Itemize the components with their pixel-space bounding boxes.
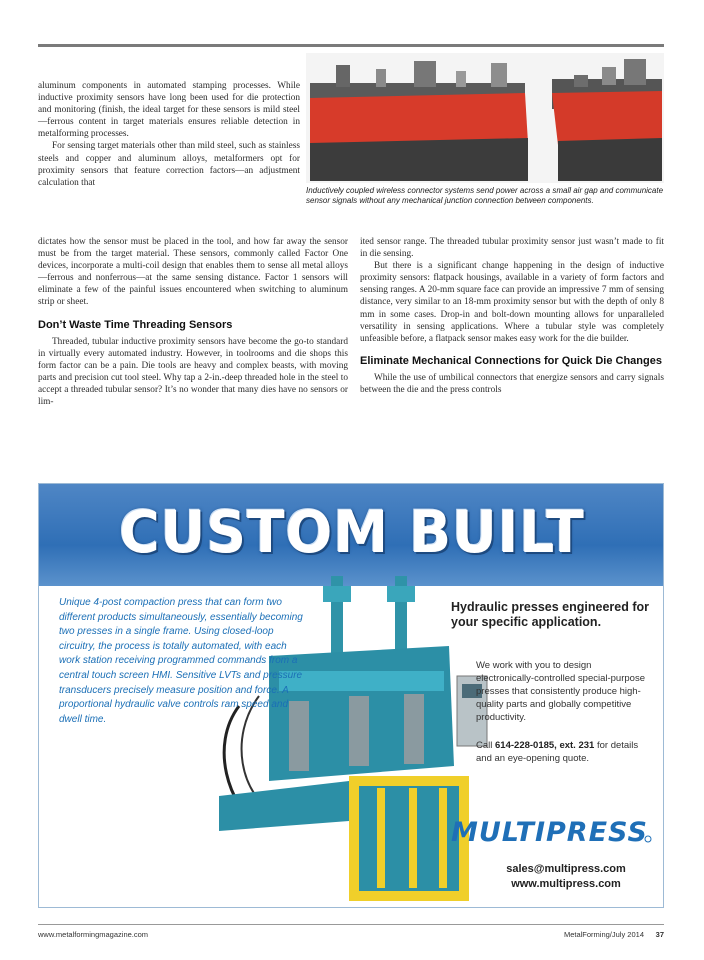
- footer-website: www.metalformingmagazine.com: [38, 930, 149, 939]
- article-column-left-top: [38, 80, 300, 189]
- ad-body-text: We work with you to design electronically-controlled special-purpose presses that consistently produce high-quality parts and globally competitive productivity.: [476, 660, 645, 723]
- ad-title: CUSTOM BUILT: [119, 498, 585, 566]
- page-number: 37: [655, 930, 664, 939]
- paragraph: dictates how the sensor must be placed in the tool, and how far away the sensor must be from the target material. These sensors, commonly called Factor One devices, incorporate a multi-coil design that enables them to sense all metal alloys—ferrous and nonferrous—at the same sensing distance. Factor 1 sensors will eliminate a few of the painful issues encountered when switching to aluminum strip or sheet.: [38, 237, 348, 308]
- brand-name: MULTIPRESS: [451, 817, 648, 848]
- paragraph: ited sensor range. The threaded tubular proximity sensor just wasn’t made to fit in die sensing.: [360, 237, 664, 260]
- website-link[interactable]: www.multipress.com: [511, 878, 621, 890]
- ad-contact: [476, 862, 656, 892]
- footer-rule: [38, 924, 664, 925]
- article-column-left: [38, 236, 348, 408]
- call-suffix: for details and an eye-opening quote.: [476, 740, 639, 764]
- paragraph: Threaded, tubular inductive proximity sensors have become the go-to standard in virtually every automated industry. However, in toolrooms and die shops this form factor can be a pain. Die tools are heavy and complex beasts, with moving parts and precision cut tool steel. Why tap a 2-in.-deep threaded hole in the steel to accept a threaded tubular sensor? It’s no wonder that many dies have no sensors or lim-: [38, 336, 348, 408]
- die-left: [310, 61, 528, 181]
- paragraph: But there is a significant change happening in the design of inductive proximity sensors: flatpack housings, available in a variety of form factors and sensing ranges. A 20-mm square face can provide an impressive 7 mm of sensing distance, very similar to an 18-mm proximity sensor but with the depth of only 8 mm in some cases. Drop-in and bolt-down mounting allows for unparalleled versatility in sensing applications. Where a tubular style was completely unfeasible before, a flatpack sensor makes easy work for the die builder.: [360, 261, 664, 344]
- paragraph: While the use of umbilical connectors that energize sensors and carry signals between the die and the press controls: [360, 372, 664, 395]
- paragraph: aluminum components in automated stamping processes. While inductive proximity sensors have long been used for die protection and monitoring (finish, the ideal target for these sensors is mild steel—ferrous content in target materials ensures reliable detection in metalforming processes.: [38, 81, 300, 140]
- phone-number[interactable]: 614-228-0185, ext. 231: [495, 740, 595, 751]
- top-rule: [38, 44, 664, 47]
- photo-caption: Inductively coupled wireless connector systems send power across a small air gap and communicate sensor signals without any mechanical junction connection between components.: [306, 186, 664, 205]
- paragraph: For sensing target materials other than mild steel, such as stainless steels and copper and aluminum alloys, metalformers opt for proximity sensors that feature correction factors—an adjustment calculation that: [38, 141, 300, 188]
- multipress-logo: [449, 814, 654, 848]
- article-column-right: [360, 236, 664, 396]
- die-photo: [306, 53, 664, 183]
- advertisement: [38, 483, 664, 908]
- email-link[interactable]: sales@multipress.com: [506, 863, 626, 875]
- ad-call-to-action: [476, 739, 656, 765]
- footer-issue: MetalForming/July 2014: [563, 930, 644, 939]
- call-prefix: Call: [476, 740, 496, 751]
- section-heading: Don’t Waste Time Threading Sensors: [38, 318, 233, 331]
- ad-headline: Hydraulic presses engineered for your specific application.: [451, 600, 649, 629]
- section-heading: Eliminate Mechanical Connections for Quick Die Changes: [360, 354, 662, 367]
- ad-intro-text: Unique 4-post compaction press that can form two different products simultaneously, essentially becoming two presses in a single frame. Using closed-loop circuitry, the process is totally automated, with each work station receiving programmed commands from a central touch screen HMI. Sensitive LVTs and pressure transducers precisely measure position and force. A proportional hydraulic valve controls ram speed and dwell time.: [59, 597, 303, 725]
